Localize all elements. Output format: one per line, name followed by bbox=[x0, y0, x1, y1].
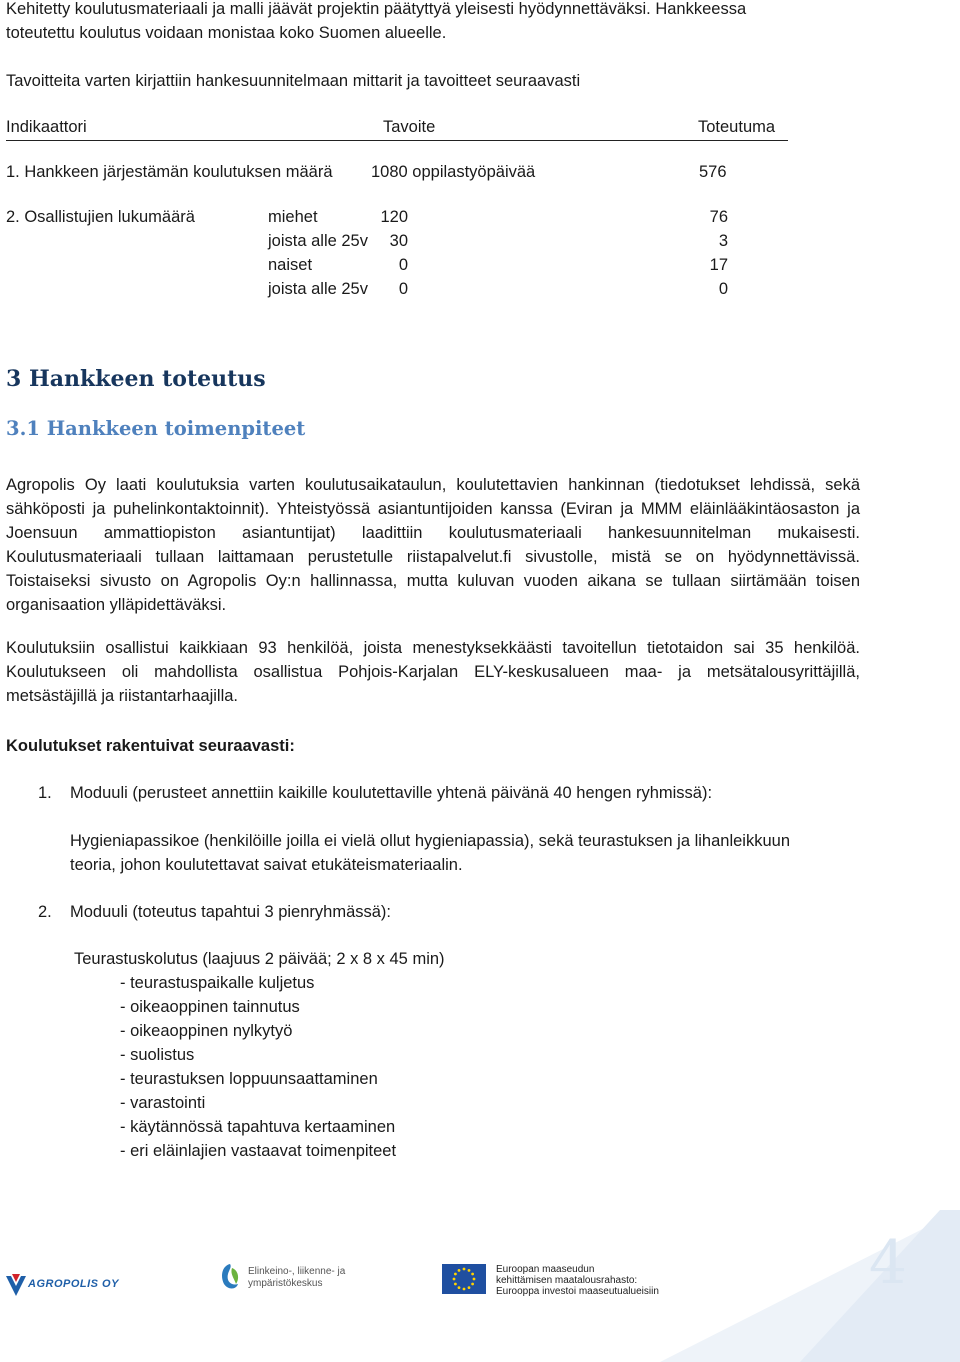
module-2-list-item: - eri eläinlajien vastaavat toimenpiteet bbox=[120, 1142, 397, 1160]
header-underline bbox=[6, 140, 788, 141]
module-2-course: Teurastuskolutus (laajuus 2 päivää; 2 x 8 x 45 min) bbox=[74, 950, 445, 968]
col-header-actual: Toteutuma bbox=[698, 118, 776, 136]
row2-item-target: 120 bbox=[380, 208, 408, 226]
section-3-heading: 3 Hankkeen toteutus bbox=[6, 366, 266, 392]
row2-item-actual: 0 bbox=[718, 280, 728, 298]
row1-label: 1. Hankkeen järjestämän koulutuksen määrä bbox=[6, 163, 333, 181]
row2-item-target: 0 bbox=[398, 256, 408, 274]
module-1-desc-line-1: Hygieniapassikoe (henkilöille joilla ei vielä ollut hygieniapassia), sekä teurastuksen ja lihanleikkuun bbox=[70, 832, 790, 850]
row2-item-actual: 17 bbox=[709, 256, 728, 274]
col-header-indicator: Indikaattori bbox=[6, 118, 87, 136]
eu-text-line-2: kehittämisen maatalousrahasto: bbox=[496, 1275, 638, 1286]
eu-text-line-1: Euroopan maaseudun bbox=[496, 1264, 595, 1275]
agropolis-logo bbox=[6, 1272, 119, 1302]
module-2-list-item: - suolistus bbox=[120, 1046, 195, 1064]
paragraph-participants: Koulutuksiin osallistui kaikkiaan 93 henkilöä, joista menestyksekkäästi tavoitellun tietotaidon sai 35 henkilöä. Koulutukseen oli mahdollista osallistua Pohjois-Karjalan ELY-keskusalueen maa- ja metsätalousyrittäjillä, metsästäjillä ja riistantarhaajilla. bbox=[6, 639, 860, 705]
row2-item-name: joista alle 25v bbox=[268, 280, 368, 298]
page-number: 4 bbox=[868, 1228, 908, 1298]
row2-item-actual: 3 bbox=[718, 232, 728, 250]
eu-text-line-3: Eurooppa investoi maaseutualueisiin bbox=[496, 1286, 659, 1297]
ely-logo-text-line-1: Elinkeino-, liikenne- ja bbox=[248, 1266, 346, 1277]
paragraph-activities: Agropolis Oy laati koulutuksia varten koulutusaikataulun, koulutettavien hankinnan (tiedotukset lehdissä, sekä sähköposti ja puhelinkontaktoinnit). Yhteistyössä asiantuntijoiden kanssa (Eviran ja MMM eläinlääkintäosaston ja Joensuun ammattiopiston asiantuntijat) laadittiin koulutusmateriaali hankesuunnitelman mukaisesti. Koulutusmateriaali tullaan laittamaan perustetulle riistapalvelut.fi sivustolle, mistä se on hyödynnettävissä. Toistaiseksi sivusto on Agropolis Oy:n hallinnassa, mutta kuluvan vuoden aikana se tullaan siirtämään toisen organisaation ylläpidettäväksi. bbox=[6, 476, 860, 614]
module-2-list-item: - käytännössä tapahtuva kertaaminen bbox=[120, 1118, 396, 1136]
module-2-list-item: - teurastuksen loppuunsaattaminen bbox=[120, 1070, 378, 1088]
module-2-list-item: - oikeaoppinen nylkytyö bbox=[120, 1022, 293, 1040]
row2-item-actual: 76 bbox=[709, 208, 728, 226]
intro-line-2: toteutettu koulutus voidaan monistaa koko Suomen alueelle. bbox=[6, 24, 447, 42]
module-2-title: Moduuli (toteutus tapahtui 3 pienryhmässä): bbox=[70, 903, 392, 921]
intro-line-1: Kehitetty koulutusmateriaali ja malli jäävät projektin päätyttyä yleisesti hyödynnettäväksi. Hankkeessa bbox=[6, 0, 747, 18]
targets-heading: Tavoitteita varten kirjattiin hankesuunnitelmaan mittarit ja tavoitteet seuraavasti bbox=[6, 72, 581, 90]
modules-heading: Koulutukset rakentuivat seuraavasti: bbox=[6, 737, 295, 755]
agropolis-logo-text: AGROPOLIS OY bbox=[28, 1278, 119, 1290]
row2-item-name: miehet bbox=[268, 208, 318, 226]
module-2-list-item: - teurastuspaikalle kuljetus bbox=[120, 974, 315, 992]
ely-logo-icon bbox=[218, 1262, 242, 1292]
module-1-number: 1. bbox=[38, 784, 52, 802]
ely-keskus-logo bbox=[218, 1262, 358, 1296]
row2-label: 2. Osallistujien lukumäärä bbox=[6, 208, 195, 226]
eu-flag-icon bbox=[442, 1264, 486, 1294]
row2-item-target: 30 bbox=[389, 232, 408, 250]
module-2-list-item: - varastointi bbox=[120, 1094, 206, 1112]
section-3-1-heading: 3.1 Hankkeen toimenpiteet bbox=[6, 417, 306, 440]
module-2-list-item: - oikeaoppinen tainnutus bbox=[120, 998, 300, 1016]
row1-target: 1080 oppilastyöpäivää bbox=[371, 163, 536, 181]
col-header-target: Tavoite bbox=[383, 118, 436, 136]
module-1-desc-line-2: teoria, johon koulutettavat saivat etukäteismateriaalin. bbox=[70, 856, 463, 874]
row2-item-target: 0 bbox=[398, 280, 408, 298]
agropolis-logo-icon bbox=[6, 1274, 26, 1296]
ely-logo-text-line-2: ympäristökeskus bbox=[248, 1278, 323, 1289]
row2-item-name: joista alle 25v bbox=[268, 232, 368, 250]
row2-item-name: naiset bbox=[268, 256, 313, 274]
module-1-title: Moduuli (perusteet annettiin kaikille koulutettaville yhtenä päivänä 40 hengen ryhmissä): bbox=[70, 784, 713, 802]
row1-actual: 576 bbox=[699, 163, 727, 181]
module-2-number: 2. bbox=[38, 903, 52, 921]
